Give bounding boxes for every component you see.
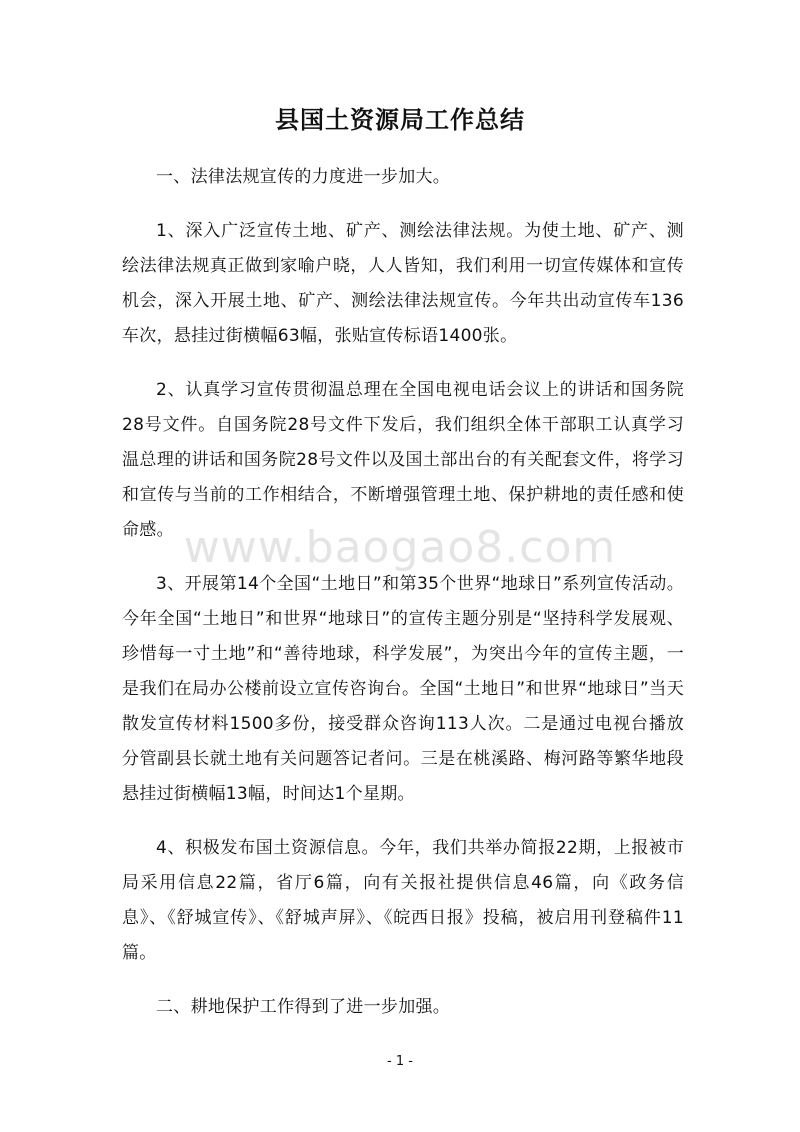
watermark-text: www.baogao8.com <box>183 522 617 573</box>
paragraph-1: 1、深入广泛宣传土地、矿产、测绘法律法规。为使土地、矿产、测绘法律法规真正做到家喻户晓，人人皆知，我们利用一切宣传媒体和宣传机会，深入开展土地、矿产、测绘法律法规宣传。今年共出动宣传车136车次，悬挂过街横幅63幅，张贴宣传标语1400张。 <box>122 221 684 346</box>
section-heading-2: 二、耕地保护工作得到了进一步加强。 <box>156 997 451 1017</box>
paragraph-4: 4、积极发布国土资源信息。今年，我们共举办简报22期，上报被市局采用信息22篇，省厅6篇，向有关报社提供信息46篇，向《政务信息》、《舒城宣传》、《舒城声屏》、《皖西日报》投稿，被启用刊登稿件11篇。 <box>122 838 684 963</box>
document-body <box>122 160 684 1044</box>
paragraph-2: 2、认真学习宣传贯彻温总理在全国电视电话会议上的讲话和国务院28号文件。自国务院28号文件下发后，我们组织全体干部职工认真学习温总理的讲话和国务院28号文件以及国土部出台的有关配套文件，将学习和宣传与当前的工作相结合，不断增强管理土地、保护耕地的责任感和使命感。 <box>122 380 684 540</box>
page-number: - 1 - <box>387 1054 413 1069</box>
paragraph-3: 3、开展第14个全国“土地日”和第35个世界“地球日”系列宣传活动。今年全国“土地日”和世界“地球日”的宣传主题分别是“坚持科学发展观、珍惜每一寸土地”和“善待地球，科学发展”，为突出今年的宣传主题，一是我们在局办公楼前设立宣传咨询台。全国“土地日”和世界“地球日”当天散发宣传材料1500多份，接受群众咨询113人次。二是通过电视台播放分管副县长就土地有关问题答记者问。三是在桃溪路、梅河路等繁华地段悬挂过街横幅13幅，时间达1个星期。 <box>122 574 684 804</box>
section-heading-1: 一、法律法规宣传的力度进一步加大。 <box>156 167 451 187</box>
document-title: 县国土资源局工作总结 <box>275 106 525 134</box>
